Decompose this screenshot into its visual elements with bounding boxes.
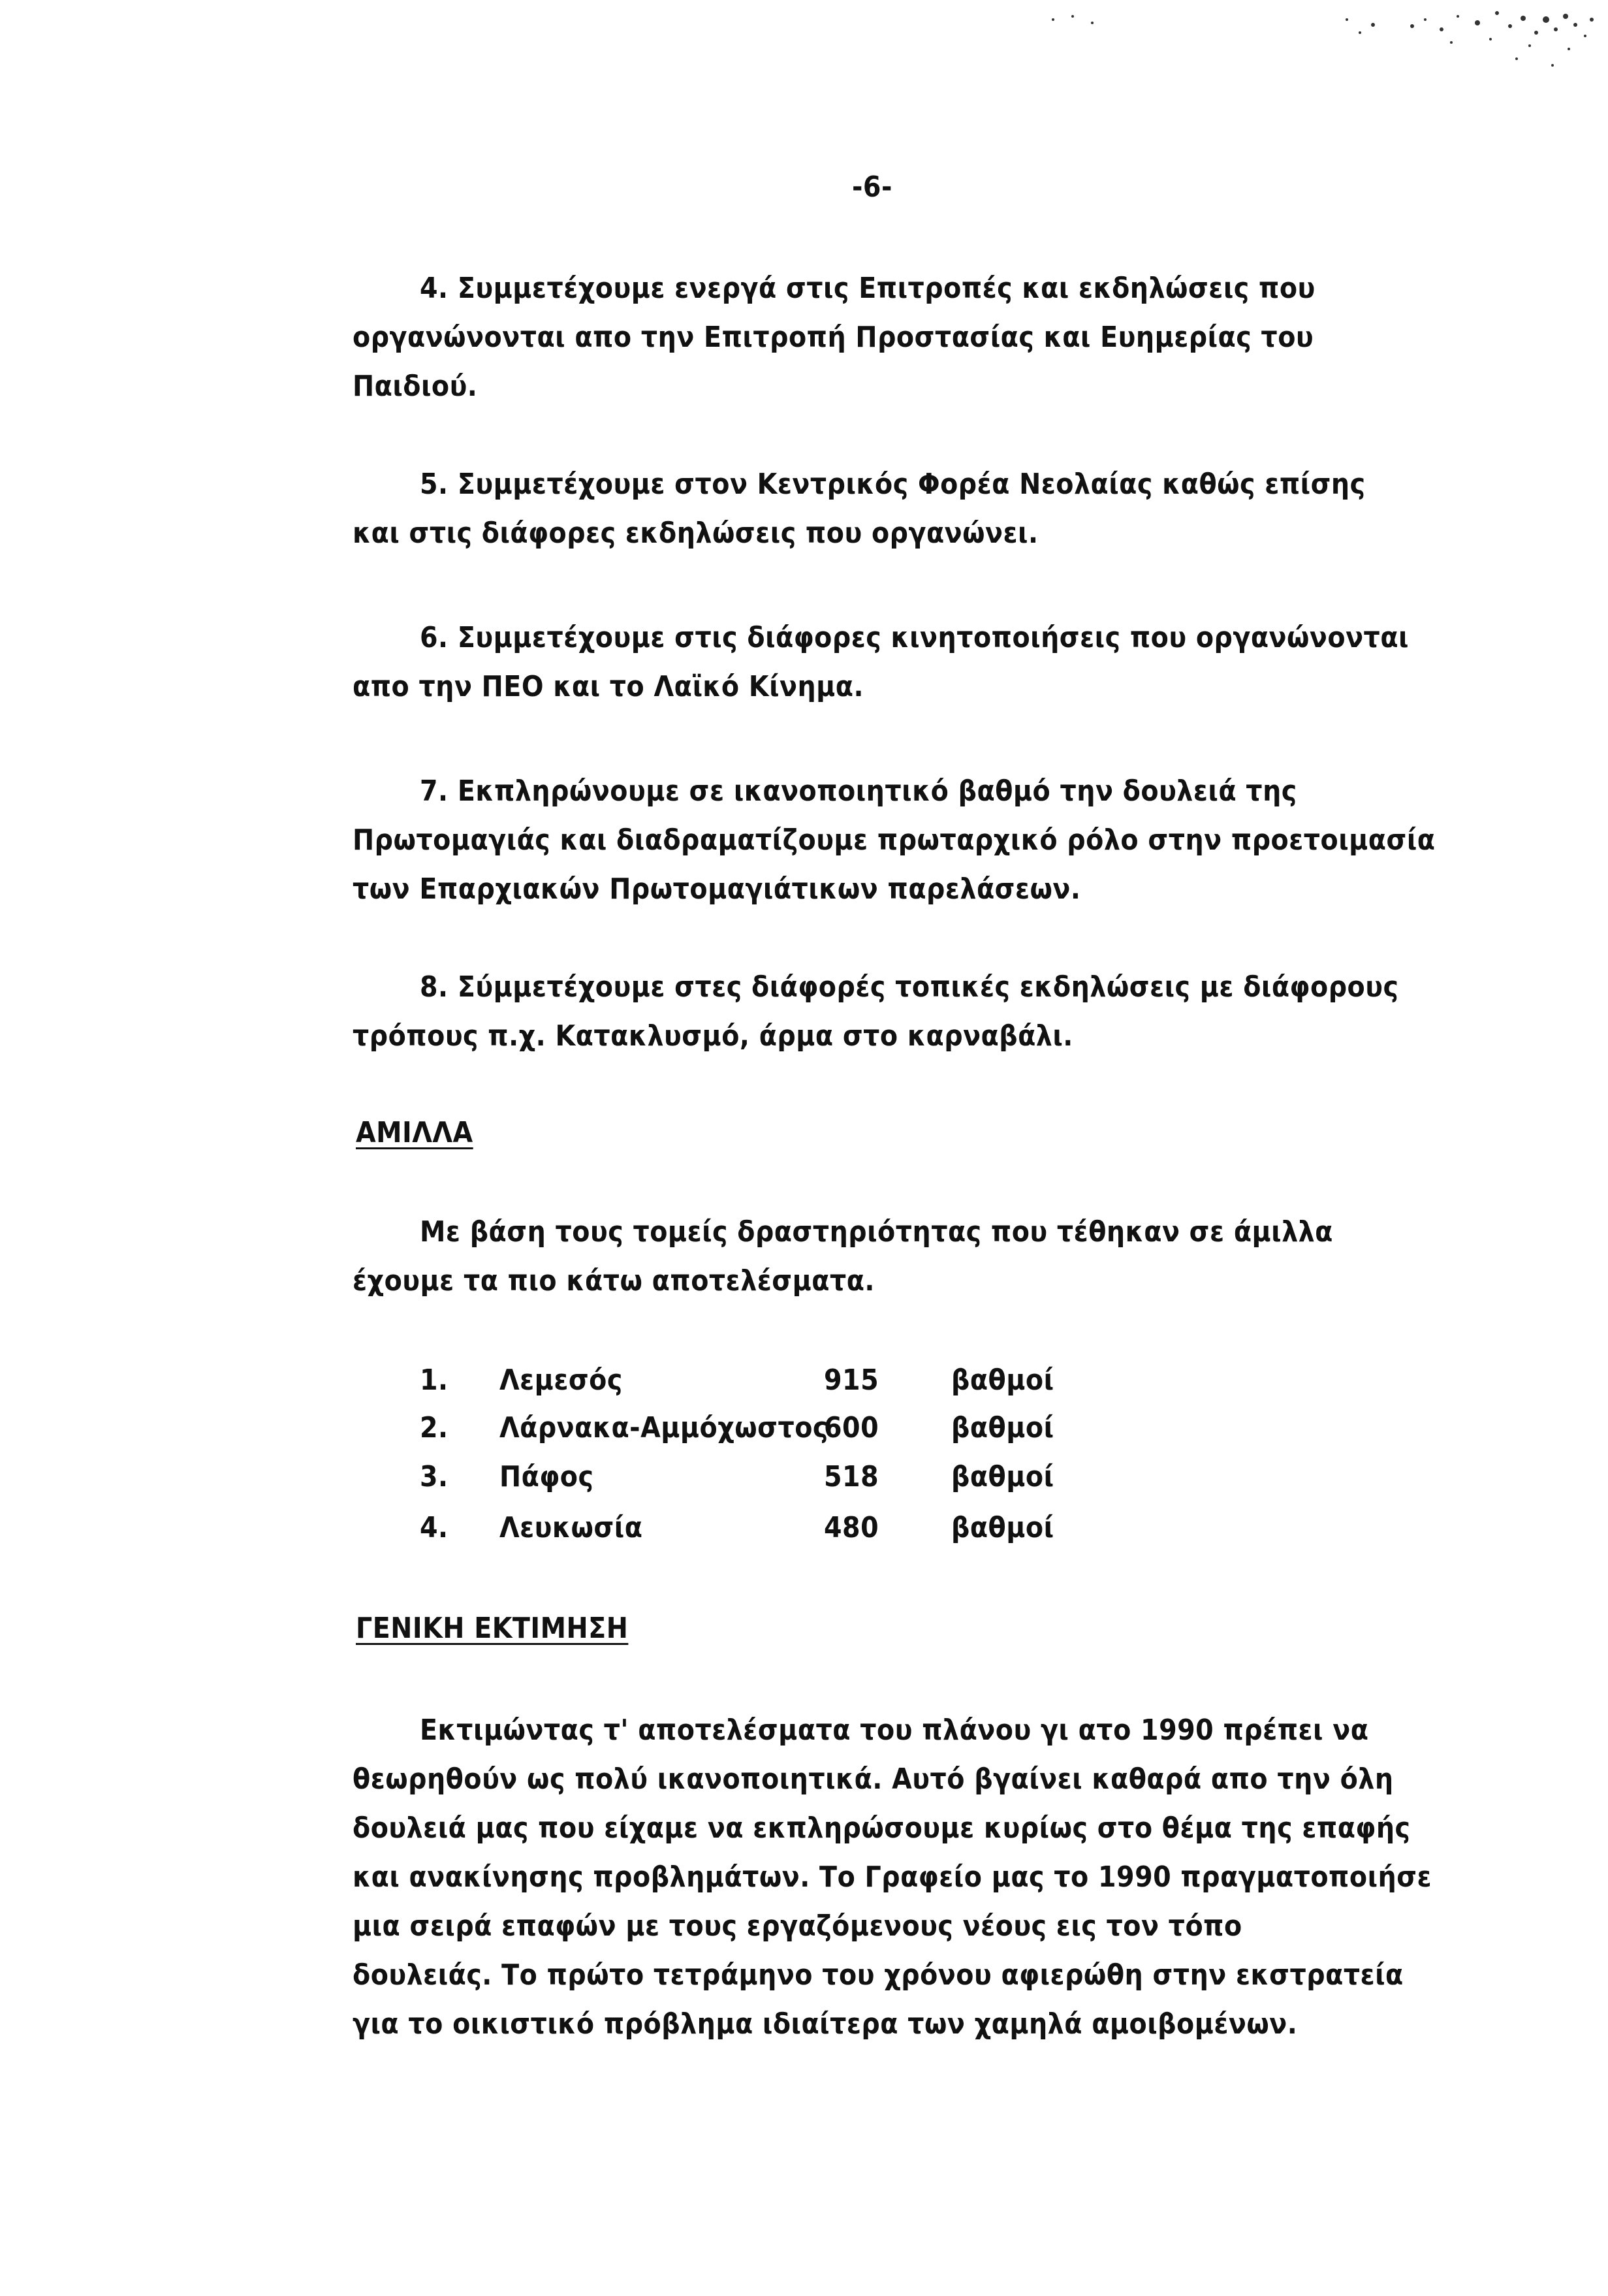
assessment-line: μια σειρά επαφών με τους εργαζόμενους νέους εις τον τόπο xyxy=(353,1909,1242,1943)
result-district: Πάφος xyxy=(499,1460,594,1493)
assessment-heading: ΓΕΝΙΚΗ ΕΚΤΙΜΗΣΗ xyxy=(356,1612,629,1645)
assessment-line: δουλειάς. Το πρώτο τετράμηνο του χρόνου αφιερώθη στην εκστρατεία xyxy=(353,1958,1404,1992)
result-points: 600 xyxy=(824,1411,879,1444)
amilla-heading: ΑΜΙΛΛΑ xyxy=(356,1116,473,1149)
assessment-line: Εκτιμώντας τ' αποτελέσματα του πλάνου γι ατο 1990 πρέπει να xyxy=(420,1714,1369,1747)
item-6-line-2: απο την ΠΕΟ και το Λαϊκό Κίνημα. xyxy=(353,670,864,703)
amilla-intro-line-2: έχουμε τα πιο κάτω αποτελέσματα. xyxy=(353,1264,875,1298)
result-district: Λεμεσός xyxy=(499,1363,623,1397)
item-6-line-1: 6. Συμμετέχουμε στις διάφορες κινητοποιήσεις που οργανώνονται xyxy=(420,621,1409,654)
result-rank: 2. xyxy=(420,1411,449,1444)
amilla-intro-line-1: Με βάση τους τομείς δραστηριότητας που τέθηκαν σε άμιλλα xyxy=(420,1215,1333,1249)
item-7-line-2: Πρωτομαγιάς και διαδραματίζουμε πρωταρχικό ρόλο στην προετοιμασία xyxy=(353,823,1436,857)
assessment-line: θεωρηθούν ως πολύ ικανοποιητικά. Αυτό βγαίνει καθαρά απο την όλη xyxy=(353,1762,1394,1796)
item-4-line-3: Παιδιού. xyxy=(353,370,478,403)
result-rank: 4. xyxy=(420,1511,449,1544)
result-district: Λάρνακα-Αμμόχωστος xyxy=(499,1411,828,1444)
assessment-line: και ανακίνησης προβλημάτων. Το Γραφείο μας το 1990 πραγματοποιήσε xyxy=(353,1860,1432,1894)
item-5-line-1: 5. Συμμετέχουμε στον Κεντρικός Φορέα Νεολαίας καθώς επίσης xyxy=(420,468,1366,501)
result-rank: 3. xyxy=(420,1460,449,1493)
result-rank: 1. xyxy=(420,1363,449,1397)
item-7-line-3: των Επαρχιακών Πρωτομαγιάτικων παρελάσεων. xyxy=(353,872,1081,906)
assessment-line: για το οικιστικό πρόβλημα ιδιαίτερα των χαμηλά αμοιβομένων. xyxy=(353,2007,1298,2041)
item-8-line-1: 8. Σύμμετέχουμε στες διάφορές τοπικές εκδηλώσεις με διάφορους xyxy=(420,970,1399,1004)
result-unit: βαθμοί xyxy=(951,1411,1054,1444)
item-8-line-2: τρόπους π.χ. Κατακλυσμό, άρμα στο καρναβάλι. xyxy=(353,1019,1073,1053)
result-district: Λευκωσία xyxy=(499,1511,643,1544)
result-points: 480 xyxy=(824,1511,879,1544)
result-unit: βαθμοί xyxy=(951,1363,1054,1397)
item-5-line-2: και στις διάφορες εκδηλώσεις που οργανώνει. xyxy=(353,517,1039,550)
item-7-line-1: 7. Εκπληρώνουμε σε ικανοποιητικό βαθμό την δουλειά της xyxy=(420,774,1297,808)
scan-noise-graphic xyxy=(955,0,1608,131)
result-unit: βαθμοί xyxy=(951,1511,1054,1544)
assessment-line: δουλειά μας που είχαμε να εκπληρώσουμε κυρίως στο θέμα της επαφής xyxy=(353,1811,1411,1845)
result-points: 518 xyxy=(824,1460,879,1493)
result-points: 915 xyxy=(824,1363,879,1397)
item-4-line-2: οργανώνονται απο την Επιτροπή Προστασίας και Ευημερίας του xyxy=(353,321,1314,354)
page-number: -6- xyxy=(852,170,892,204)
item-4-line-1: 4. Συμμετέχουμε ενεργά στις Επιτροπές και εκδηλώσεις που xyxy=(420,272,1316,305)
result-unit: βαθμοί xyxy=(951,1460,1054,1493)
